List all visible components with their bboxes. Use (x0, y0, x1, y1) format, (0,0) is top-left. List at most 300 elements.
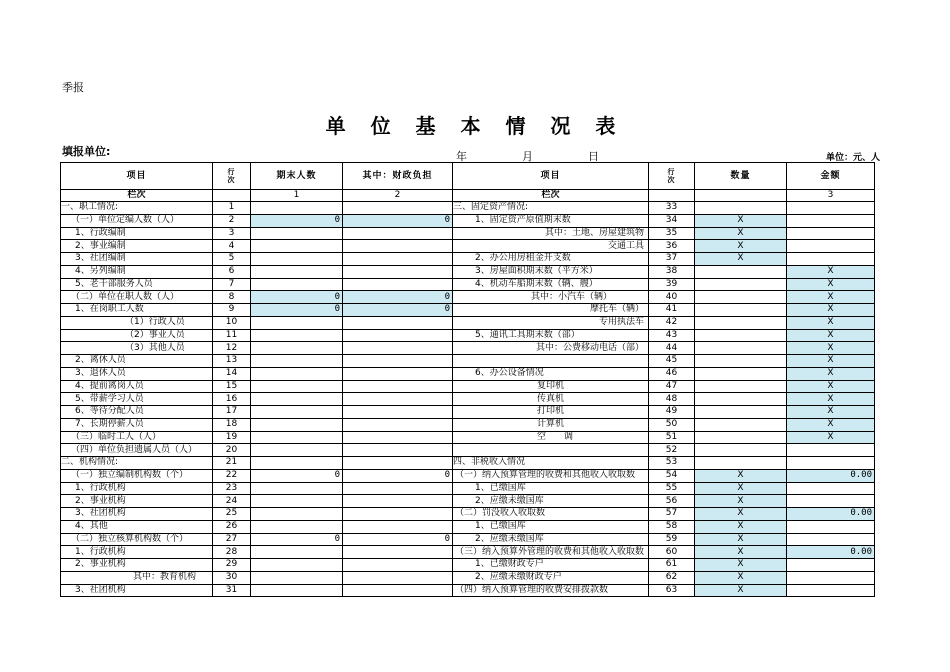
end-count-value: 0 (251, 304, 343, 317)
fiscal-burden-value (343, 559, 453, 572)
right-item-label: （一）纳入预算管理的收费和其他收入收取数 (453, 469, 649, 482)
right-row-number: 33 (649, 202, 695, 215)
amount-value (787, 253, 875, 266)
right-item-label: 空 调 (453, 431, 649, 444)
end-count-value: 0 (251, 214, 343, 227)
amount-value (787, 227, 875, 240)
quantity-value (695, 418, 787, 431)
table-row (61, 355, 875, 368)
fiscal-burden-value (343, 329, 453, 342)
amount-value (787, 444, 875, 457)
left-row-number: 14 (213, 367, 251, 380)
right-row-number: 61 (649, 559, 695, 572)
header-amount: 金额 (787, 163, 875, 190)
fiscal-burden-value (343, 240, 453, 253)
right-item-label: 5、通讯工具期末数（部） (453, 329, 649, 342)
right-row-number: 54 (649, 469, 695, 482)
amount-value (787, 457, 875, 470)
left-item-label: 7、长期停薪人员 (61, 418, 213, 431)
right-item-label: 其中：土地、房屋建筑物 (453, 227, 649, 240)
amount-value: X (787, 355, 875, 368)
quantity-value: X (695, 253, 787, 266)
left-row-number: 8 (213, 291, 251, 304)
fiscal-burden-value (343, 227, 453, 240)
left-row-number: 22 (213, 469, 251, 482)
left-row-number: 26 (213, 520, 251, 533)
filler-unit-label: 填报单位: (62, 145, 111, 158)
date-month: 月 (522, 150, 533, 163)
right-item-label: 四、非税收入情况 (453, 457, 649, 470)
end-count-value (251, 520, 343, 533)
table-row (61, 393, 875, 406)
quantity-value (695, 304, 787, 317)
table-row (61, 240, 875, 253)
left-item-label: 一、职工情况: (61, 202, 213, 215)
right-item-label: 2、应缴未缴国库 (453, 495, 649, 508)
quantity-value (695, 393, 787, 406)
right-row-number: 36 (649, 240, 695, 253)
end-count-value (251, 393, 343, 406)
amount-value (787, 533, 875, 546)
amount-value: X (787, 342, 875, 355)
end-count-value: 0 (251, 469, 343, 482)
fiscal-burden-value (343, 316, 453, 329)
left-row-number: 23 (213, 482, 251, 495)
left-item-label: 3、社团编制 (61, 253, 213, 266)
amount-value (787, 520, 875, 533)
right-item-label: 其中：公费移动电话（部） (453, 342, 649, 355)
fiscal-burden-value (343, 495, 453, 508)
left-item-label: 4、提前离岗人员 (61, 380, 213, 393)
right-row-number: 46 (649, 367, 695, 380)
right-row-number: 48 (649, 393, 695, 406)
column-number-row (61, 190, 875, 202)
left-item-label: 2、事业机构 (61, 495, 213, 508)
fiscal-burden-value (343, 393, 453, 406)
date-year: 年 (456, 150, 467, 163)
right-item-label: 专用执法车 (453, 316, 649, 329)
quantity-value (695, 355, 787, 368)
quantity-value (695, 380, 787, 393)
left-item-label: （二）单位在职人数（人） (61, 291, 213, 304)
right-item-label: 打印机 (453, 406, 649, 419)
right-item-label: 计算机 (453, 418, 649, 431)
quantity-value (695, 406, 787, 419)
amount-value: X (787, 380, 875, 393)
left-row-number: 19 (213, 431, 251, 444)
amount-value: X (787, 291, 875, 304)
end-count-value (251, 202, 343, 215)
column-number-1: 1 (251, 190, 343, 202)
right-row-number: 42 (649, 316, 695, 329)
right-item-label: （四）纳入预算管理的收费安排拨款数 (453, 584, 649, 597)
amount-value: X (787, 329, 875, 342)
fiscal-burden-value (343, 380, 453, 393)
right-item-label: 传真机 (453, 393, 649, 406)
left-row-number: 13 (213, 355, 251, 368)
left-row-number: 31 (213, 584, 251, 597)
amount-value (787, 571, 875, 584)
table-row (61, 316, 875, 329)
right-item-label: 三、固定资产情况: (453, 202, 649, 215)
fiscal-burden-value (343, 367, 453, 380)
right-row-number: 60 (649, 546, 695, 559)
quantity-value (695, 444, 787, 457)
left-item-label: 其中：教育机构 (61, 571, 213, 584)
right-row-number: 59 (649, 533, 695, 546)
fiscal-burden-value (343, 508, 453, 521)
quantity-value: X (695, 482, 787, 495)
left-row-number: 3 (213, 227, 251, 240)
fiscal-burden-value: 0 (343, 469, 453, 482)
right-row-number: 56 (649, 495, 695, 508)
table-row (61, 329, 875, 342)
header-item-right: 项目 (453, 163, 649, 190)
left-row-number: 27 (213, 533, 251, 546)
quantity-value (695, 291, 787, 304)
end-count-value (251, 367, 343, 380)
page-title: 单 位 基 本 情 况 表 (325, 114, 625, 138)
left-item-label: 5、带薪学习人员 (61, 393, 213, 406)
right-row-number: 62 (649, 571, 695, 584)
fiscal-burden-value (343, 546, 453, 559)
end-count-value (251, 457, 343, 470)
table-row (61, 457, 875, 470)
end-count-value (251, 546, 343, 559)
right-row-number: 45 (649, 355, 695, 368)
fiscal-burden-value (343, 457, 453, 470)
left-row-number: 5 (213, 253, 251, 266)
table-row (61, 291, 875, 304)
table-row (61, 495, 875, 508)
left-row-number: 15 (213, 380, 251, 393)
fiscal-burden-value (343, 278, 453, 291)
quantity-value: X (695, 240, 787, 253)
table-row (61, 418, 875, 431)
left-item-label: （一）独立编制机构数（个） (61, 469, 213, 482)
end-count-value (251, 508, 343, 521)
report-type-label: 季报 (62, 81, 84, 94)
left-item-label: （三）临时工人（人） (61, 431, 213, 444)
right-item-label: 2、应缴未缴国库 (453, 533, 649, 546)
amount-value (787, 202, 875, 215)
unit-label: 单位：元、人 (825, 153, 880, 163)
fiscal-burden-value (343, 253, 453, 266)
header-row-no: 行 次 (213, 163, 251, 190)
table-row (61, 520, 875, 533)
table-header-row (61, 163, 875, 190)
quantity-value: X (695, 508, 787, 521)
quantity-value (695, 329, 787, 342)
end-count-value (251, 495, 343, 508)
table-row (61, 482, 875, 495)
quantity-value (695, 342, 787, 355)
right-item-label: （二）罚没收入收取数 (453, 508, 649, 521)
end-count-value (251, 406, 343, 419)
amount-value: X (787, 304, 875, 317)
right-item-label: 1、固定资产原值期末数 (453, 214, 649, 227)
column-number-label-left: 栏次 (61, 190, 213, 202)
end-count-value: 0 (251, 533, 343, 546)
quantity-value (695, 431, 787, 444)
left-row-number: 28 (213, 546, 251, 559)
left-item-label: 3、退休人员 (61, 367, 213, 380)
header-quantity: 数量 (695, 163, 787, 190)
right-row-number: 39 (649, 278, 695, 291)
left-item-label: （一）单位定编人数（人） (61, 214, 213, 227)
left-row-number: 24 (213, 495, 251, 508)
end-count-value (251, 265, 343, 278)
fiscal-burden-value (343, 355, 453, 368)
left-item-label: 二、机构情况: (61, 457, 213, 470)
amount-value: X (787, 418, 875, 431)
table-row (61, 278, 875, 291)
right-item-label: 1、已缴国库 (453, 520, 649, 533)
end-count-value (251, 342, 343, 355)
end-count-value (251, 418, 343, 431)
left-row-number: 6 (213, 265, 251, 278)
left-item-label: （3）其他人员 (61, 342, 213, 355)
left-item-label: 3、社团机构 (61, 584, 213, 597)
quantity-value (695, 278, 787, 291)
table-row (61, 265, 875, 278)
left-item-label: 6、等待分配人员 (61, 406, 213, 419)
end-count-value (251, 584, 343, 597)
end-count-value (251, 380, 343, 393)
right-item-label: 1、已缴国库 (453, 482, 649, 495)
fiscal-burden-value (343, 342, 453, 355)
column-number-3: 3 (787, 190, 875, 202)
left-item-label: （1）行政人员 (61, 316, 213, 329)
quantity-value (695, 316, 787, 329)
end-count-value (251, 444, 343, 457)
right-item-label: 6、办公设备情况 (453, 367, 649, 380)
quantity-value (695, 367, 787, 380)
table-row (61, 469, 875, 482)
right-row-number: 63 (649, 584, 695, 597)
header-item: 项目 (61, 163, 213, 190)
quantity-value (695, 457, 787, 470)
left-item-label: 4、另列编制 (61, 265, 213, 278)
right-item-label: 4、机动车船期末数（辆、艘） (453, 278, 649, 291)
table-row (61, 214, 875, 227)
table-row (61, 202, 875, 215)
right-row-number: 34 (649, 214, 695, 227)
table-row (61, 546, 875, 559)
amount-value: X (787, 367, 875, 380)
fiscal-burden-value (343, 265, 453, 278)
left-row-number: 21 (213, 457, 251, 470)
quantity-value: X (695, 495, 787, 508)
right-item-label (453, 444, 649, 457)
amount-value: X (787, 431, 875, 444)
left-row-number: 10 (213, 316, 251, 329)
left-item-label: 1、行政编制 (61, 227, 213, 240)
end-count-value (251, 316, 343, 329)
table-row (61, 253, 875, 266)
left-item-label: 2、离休人员 (61, 355, 213, 368)
right-item-label: （三）纳入预算外管理的收费和其他收入收取数 (453, 546, 649, 559)
left-row-number: 25 (213, 508, 251, 521)
fiscal-burden-value (343, 431, 453, 444)
table-row (61, 406, 875, 419)
left-item-label: 1、行政机构 (61, 482, 213, 495)
table-row (61, 533, 875, 546)
right-item-label: 摩托车（辆） (453, 304, 649, 317)
end-count-value (251, 559, 343, 572)
table-row (61, 571, 875, 584)
column-number-label-right: 栏次 (453, 190, 649, 202)
right-row-number: 57 (649, 508, 695, 521)
left-row-number: 7 (213, 278, 251, 291)
left-item-label: 5、老干部服务人员 (61, 278, 213, 291)
table-row (61, 444, 875, 457)
quantity-value: X (695, 520, 787, 533)
right-item-label: 2、办公用房租金开支数 (453, 253, 649, 266)
end-count-value (251, 253, 343, 266)
fiscal-burden-value (343, 571, 453, 584)
table-row (61, 304, 875, 317)
table-row (61, 431, 875, 444)
left-item-label: （二）独立核算机构数（个） (61, 533, 213, 546)
fiscal-burden-value (343, 584, 453, 597)
quantity-value (695, 202, 787, 215)
fiscal-burden-value (343, 202, 453, 215)
right-row-number: 40 (649, 291, 695, 304)
left-row-number: 2 (213, 214, 251, 227)
left-row-number: 20 (213, 444, 251, 457)
left-row-number: 4 (213, 240, 251, 253)
left-item-label: 4、其他 (61, 520, 213, 533)
table-row (61, 584, 875, 597)
header-end-count: 期末人数 (251, 163, 343, 190)
left-row-number: 18 (213, 418, 251, 431)
end-count-value (251, 278, 343, 291)
header-fiscal-burden: 其中：财政负担 (343, 163, 453, 190)
table-row (61, 367, 875, 380)
amount-value (787, 240, 875, 253)
right-item-label: 复印机 (453, 380, 649, 393)
end-count-value (251, 240, 343, 253)
amount-value (787, 214, 875, 227)
amount-value (787, 495, 875, 508)
end-count-value (251, 571, 343, 584)
right-item-label: 1、已缴财政专户 (453, 559, 649, 572)
left-row-number: 17 (213, 406, 251, 419)
left-row-number: 12 (213, 342, 251, 355)
left-item-label: （2）事业人员 (61, 329, 213, 342)
amount-value: X (787, 265, 875, 278)
left-row-number: 29 (213, 559, 251, 572)
right-row-number: 50 (649, 418, 695, 431)
end-count-value (251, 227, 343, 240)
end-count-value: 0 (251, 291, 343, 304)
right-item-label: 2、应缴未缴财政专户 (453, 571, 649, 584)
amount-value: X (787, 393, 875, 406)
fiscal-burden-value (343, 418, 453, 431)
fiscal-burden-value: 0 (343, 533, 453, 546)
quantity-value: X (695, 214, 787, 227)
quantity-value: X (695, 533, 787, 546)
right-item-label: 交通工具 (453, 240, 649, 253)
table-row (61, 508, 875, 521)
amount-value: X (787, 406, 875, 419)
right-row-number: 58 (649, 520, 695, 533)
right-row-number: 43 (649, 329, 695, 342)
end-count-value (251, 431, 343, 444)
left-row-number: 16 (213, 393, 251, 406)
end-count-value (251, 482, 343, 495)
fiscal-burden-value (343, 444, 453, 457)
amount-value (787, 482, 875, 495)
right-row-number: 44 (649, 342, 695, 355)
quantity-value: X (695, 584, 787, 597)
fiscal-burden-value: 0 (343, 214, 453, 227)
left-item-label: 2、事业编制 (61, 240, 213, 253)
right-row-number: 35 (649, 227, 695, 240)
right-row-number: 37 (649, 253, 695, 266)
table-row (61, 227, 875, 240)
left-item-label: 3、社团机构 (61, 508, 213, 521)
quantity-value: X (695, 571, 787, 584)
right-row-number: 51 (649, 431, 695, 444)
amount-value: X (787, 316, 875, 329)
left-item-label: 2、事业机构 (61, 559, 213, 572)
left-row-number: 9 (213, 304, 251, 317)
quantity-value: X (695, 227, 787, 240)
left-item-label: （四）单位负担遗属人员（人） (61, 444, 213, 457)
right-item-label (453, 355, 649, 368)
right-row-number: 38 (649, 265, 695, 278)
date-day: 日 (588, 150, 599, 163)
header-row-no-right: 行 次 (649, 163, 695, 190)
basic-info-table (60, 162, 875, 597)
right-item-label: 其中：小汽车（辆） (453, 291, 649, 304)
amount-value: 0.00 (787, 469, 875, 482)
right-row-number: 55 (649, 482, 695, 495)
table-row (61, 342, 875, 355)
quantity-value: X (695, 546, 787, 559)
amount-value: 0.00 (787, 508, 875, 521)
right-row-number: 53 (649, 457, 695, 470)
table-row (61, 380, 875, 393)
amount-value (787, 584, 875, 597)
right-row-number: 49 (649, 406, 695, 419)
end-count-value (251, 329, 343, 342)
amount-value (787, 559, 875, 572)
fiscal-burden-value (343, 520, 453, 533)
quantity-value: X (695, 559, 787, 572)
fiscal-burden-value (343, 482, 453, 495)
right-item-label: 3、房屋面积期末数（平方米） (453, 265, 649, 278)
fiscal-burden-value: 0 (343, 291, 453, 304)
end-count-value (251, 355, 343, 368)
right-row-number: 41 (649, 304, 695, 317)
right-row-number: 47 (649, 380, 695, 393)
left-row-number: 11 (213, 329, 251, 342)
quantity-value (695, 265, 787, 278)
column-number-2: 2 (343, 190, 453, 202)
quantity-value: X (695, 469, 787, 482)
table-row (61, 559, 875, 572)
amount-value: X (787, 278, 875, 291)
right-row-number: 52 (649, 444, 695, 457)
left-row-number: 30 (213, 571, 251, 584)
left-item-label: 1、在岗职工人数 (61, 304, 213, 317)
amount-value: 0.00 (787, 546, 875, 559)
left-row-number: 1 (213, 202, 251, 215)
left-item-label: 1、行政机构 (61, 546, 213, 559)
